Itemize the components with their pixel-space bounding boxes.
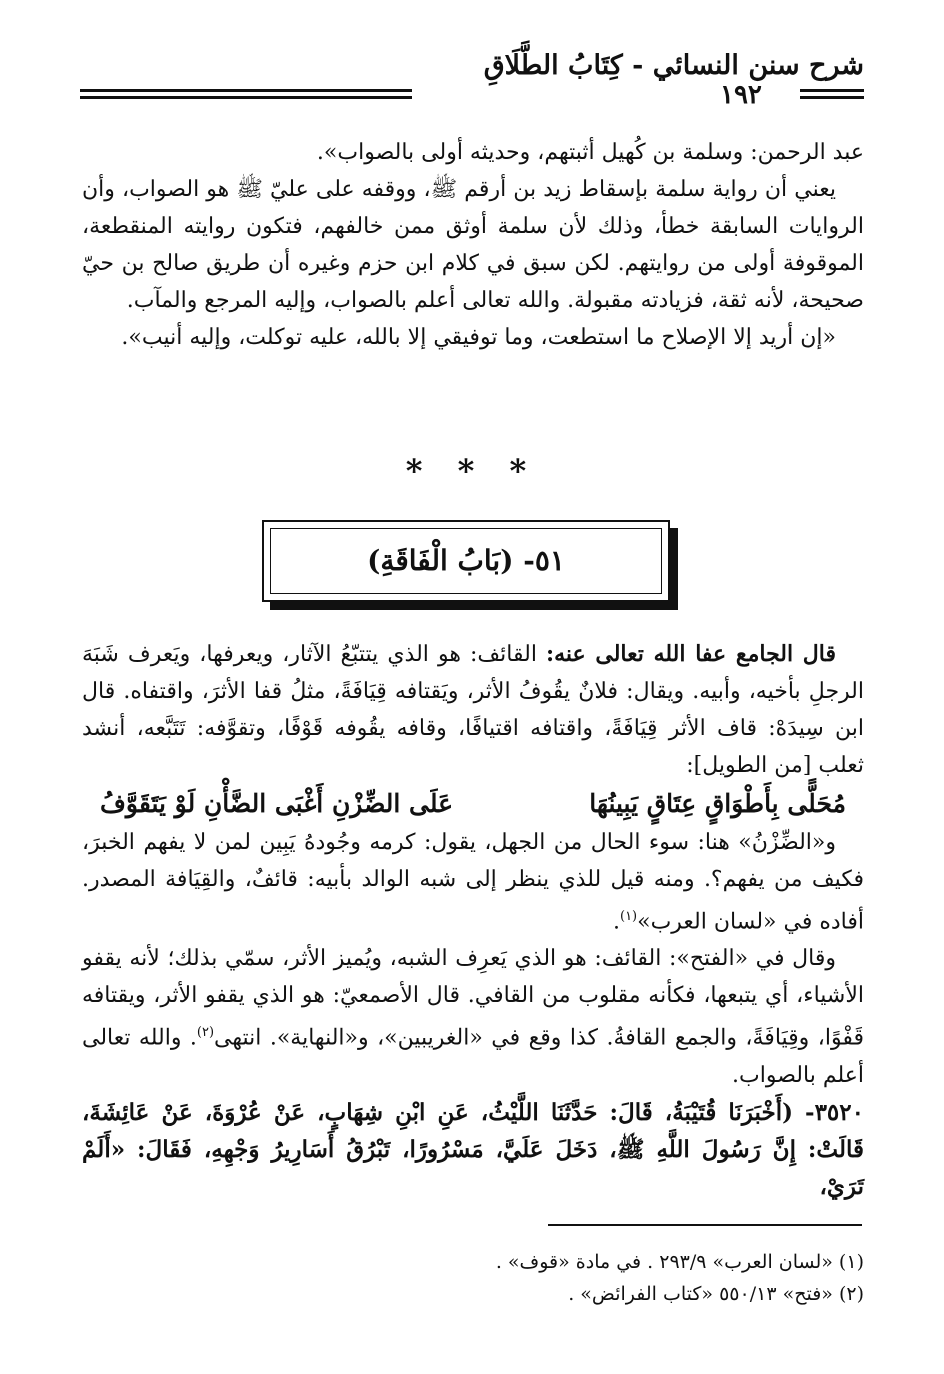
paragraph: عبد الرحمن: وسلمة بن كُهيل أثبتهم، وحديثه أولى بالصواب». bbox=[316, 140, 864, 165]
section-separator: * * * bbox=[405, 452, 539, 490]
body-text-top bbox=[82, 134, 864, 356]
paragraph: «إن أريد إلا الإصلاح ما استطعت، وما توفيقي إلا بالله، عليه توكلت، وإليه أنيب». bbox=[121, 325, 836, 350]
footnote-ref[interactable]: (٢) bbox=[196, 1025, 215, 1041]
paragraph bbox=[82, 636, 864, 784]
paragraph bbox=[82, 940, 864, 1093]
poetry-verse bbox=[82, 784, 864, 824]
page-number: ١٩٢ bbox=[720, 80, 762, 110]
header-rule bbox=[800, 89, 864, 92]
chapter-heading-box bbox=[262, 520, 670, 602]
footnotes bbox=[82, 1246, 864, 1310]
chapter-title: ٥١- (بَابُ الْفَاقَةِ) bbox=[367, 544, 565, 577]
paragraph: و«الضِّزْنُ» هنا: سوء الحال من الجهل، يقول: كرمه وجُودهُ يَبِين لمن لا يفهم الخبرَ، فكيف من يفهم؟. ومنه قيل للذي ينظر إلى شبه الوالد بأبيه: قائفٌ، والقِيَافة المصدر. أفاده في «لسان العرب»$^{(١)}$. bbox=[82, 830, 864, 935]
hadith-text: ٣٥٢٠- (أَخْبَرَنَا قُتَيْبَةُ، قَالَ: حَدَّثَنَا اللَّيْثُ، عَنِ ابْنِ شِهَابٍ، عَنْ عُرْوَةَ، عَنْ عَائِشَةَ، قَالَتْ: إِنَّ رَسُولَ اللَّهِ ﷺ، دَخَلَ عَلَيَّ، مَسْرُورًا، تَبْرُقُ أَسَارِيرُ وَجْهِهِ، فَقَالَ: «أَلَمْ تَرَيْ، bbox=[82, 1098, 864, 1200]
header-rule bbox=[80, 89, 412, 92]
paragraph-text: وقال في «الفتح»: القائف: هو الذي يَعرِف الشبه، ويُميز الأثر، سمّي بذلك؛ لأنه يقفو الأشياء، أي يتبعها، فكأنه مقلوب من القافي. قال الأصمعيّ: هو الذي يقفو الأثر، ويقتافه قَفْوًا، وقِيَافَةً، والجمع القافةُ. كذا وقع في «الغريبين»، و«النهاية». انتهى bbox=[82, 946, 864, 1051]
footnote-ref[interactable]: (١) bbox=[619, 909, 638, 924]
author-lead: قال الجامع عفا الله تعالى عنه: bbox=[546, 641, 836, 667]
paragraph-text: . والله تعالى أعلم بالصواب. bbox=[82, 1025, 864, 1088]
verse-second-hemistich: عَلَى الضِّزْنِ أَغْبَى الضَّأْنِ لَوْ يَتَقَوَّفُ bbox=[100, 789, 454, 818]
verse-first-hemistich: مُحَلًّى بِأَطْوَاقٍ عِتَاقٍ يَبِينُهَا bbox=[589, 789, 846, 818]
header-rule bbox=[800, 96, 864, 99]
running-header-title: شرح سنن النسائي - كِتَابُ الطَّلَاقِ bbox=[483, 50, 864, 81]
footnote: (١) «لسان العرب» ٢٩٣/٩ . في مادة «قوف» . bbox=[495, 1251, 864, 1273]
footnote-rule bbox=[548, 1224, 862, 1226]
paragraph: يعني أن رواية سلمة بإسقاط زيد بن أرقم ﷺ، ووقفه على عليّ ﷺ هو الصواب، وأن الروايات السابقة خطأ، وذلك لأن سلمة أوثق ممن خالفهم، فتكون روايته المنقطعة، الموقوفة أولى من روايتهم. لكن سبق في كلام ابن حزم وغيره أن طريق صالح بن حيّ صحيحة، لأنه ثقة، فزيادته مقبولة. والله تعالى أعلم بالصواب، وإليه المرجع والمآب. bbox=[82, 177, 865, 313]
paragraph-text: القائف: هو الذي يتتبّعُ الآثار، ويعرفها، ويَعرف شَبَهَ الرجلِ بأخيه، وأبيه. ويقال: فلانٌ يقُوفُ الأثر، ويَقتافه قِيَافَةً، مثلُ قفا الأثرَ، واقتفاه. قال ابن سِيدَهْ: قاف الأثر قِيَافَةً، واقتافه اقتيافًا، وقافه يقُوفه قَوْفًا، وتقوَّفه: تَتَبَّعه، أنشد ثعلب [من الطويل]: bbox=[82, 642, 864, 778]
header-rule bbox=[80, 96, 412, 99]
paragraph-text: و«الضِّزْنُ» هنا: سوء الحال من الجهل، يقول: كرمه وجُودهُ يَبِين لمن لا يفهم الخبرَ، فكيف من يفهم؟. ومنه قيل للذي ينظر إلى شبه الوالد بأبيه: قائفٌ، والقِيَافة المصدر. أفاده في «لسان العرب» bbox=[82, 830, 864, 935]
body-text-main bbox=[82, 636, 864, 1205]
footnote: (٢) «فتح» ٥٥٠/١٣ «كتاب الفرائض» . bbox=[568, 1283, 864, 1305]
